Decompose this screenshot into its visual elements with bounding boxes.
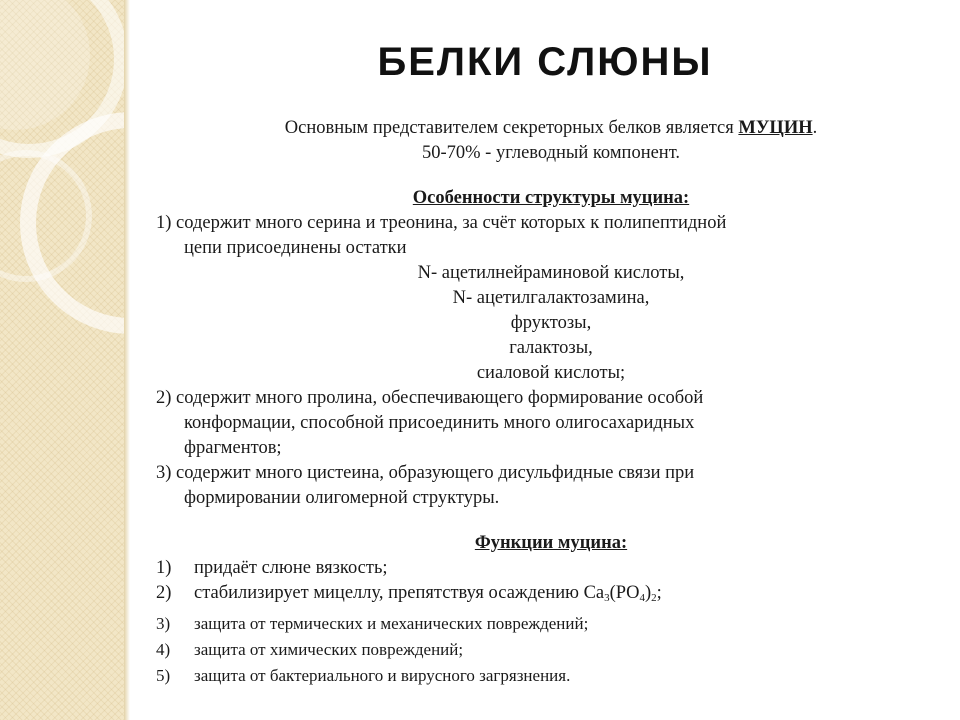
structure-item-2-cont: конформации, способной присоединить много олигосахаридных bbox=[184, 413, 695, 433]
structure-item-1-cont: цепи присоединены остатки bbox=[184, 238, 407, 258]
functions-heading: Функции муцина: bbox=[474, 533, 628, 553]
function-number: 4) bbox=[156, 640, 171, 659]
function-text: защита от термических и механических повреждений; bbox=[194, 614, 589, 633]
residue-item: галактозы, bbox=[509, 338, 593, 358]
function-number: 2) bbox=[156, 583, 172, 603]
function-number: 5) bbox=[156, 666, 171, 685]
structure-item-2-cont: фрагментов; bbox=[184, 438, 282, 458]
structure-item-2: 2) содержит много пролина, обеспечивающего формирование особой bbox=[156, 388, 704, 408]
slide-title: БЕЛКИ СЛЮНЫ bbox=[377, 40, 713, 84]
intro-period: . bbox=[812, 118, 818, 138]
function-item bbox=[156, 637, 946, 663]
intro-text: Основным представителем секреторных белков является bbox=[284, 118, 739, 138]
residue-item: N- ацетилгалактозамина, bbox=[452, 288, 650, 308]
slide-body bbox=[156, 116, 946, 689]
function-item bbox=[156, 611, 946, 637]
subscript: 3 bbox=[604, 592, 610, 604]
sidebar-shadow bbox=[124, 0, 130, 720]
function-text: защита от химических повреждений; bbox=[194, 640, 464, 659]
function-number: 3) bbox=[156, 614, 171, 633]
structure-heading: Особенности структуры муцина: bbox=[412, 188, 690, 208]
residue-item: фруктозы, bbox=[510, 313, 592, 333]
decorative-sidebar bbox=[0, 0, 124, 720]
function-text-part: стабилизирует мицеллу, препятствуя осаждению Ca bbox=[194, 583, 605, 603]
function-text-part: (PO bbox=[609, 583, 640, 603]
subscript: 2 bbox=[651, 592, 657, 604]
function-text bbox=[194, 581, 662, 611]
function-text-part: ) bbox=[644, 583, 652, 603]
residue-item: N- ацетилнейраминовой кислоты, bbox=[417, 263, 685, 283]
subscript: 4 bbox=[639, 592, 645, 604]
function-number: 1) bbox=[156, 558, 172, 578]
structure-item-1: 1) содержит много серина и треонина, за счёт которых к полипептидной bbox=[156, 213, 727, 233]
mucin-emphasis: МУЦИН bbox=[738, 118, 813, 138]
function-text: защита от бактериального и вирусного загрязнения. bbox=[194, 666, 571, 685]
residue-item: сиаловой кислоты; bbox=[476, 363, 626, 383]
structure-item-3: 3) содержит много цистеина, образующего дисульфидные связи при bbox=[156, 463, 695, 483]
function-text-part: ; bbox=[656, 583, 662, 603]
function-text: придаёт слюне вязкость; bbox=[194, 558, 388, 578]
function-item bbox=[156, 581, 946, 611]
carbohydrate-share: 50-70% - углеводный компонент. bbox=[421, 143, 681, 163]
intro-line bbox=[156, 116, 946, 141]
structure-item-3-cont: формировании олигомерной структуры. bbox=[184, 488, 500, 508]
function-item bbox=[156, 663, 946, 689]
function-item bbox=[156, 556, 946, 581]
